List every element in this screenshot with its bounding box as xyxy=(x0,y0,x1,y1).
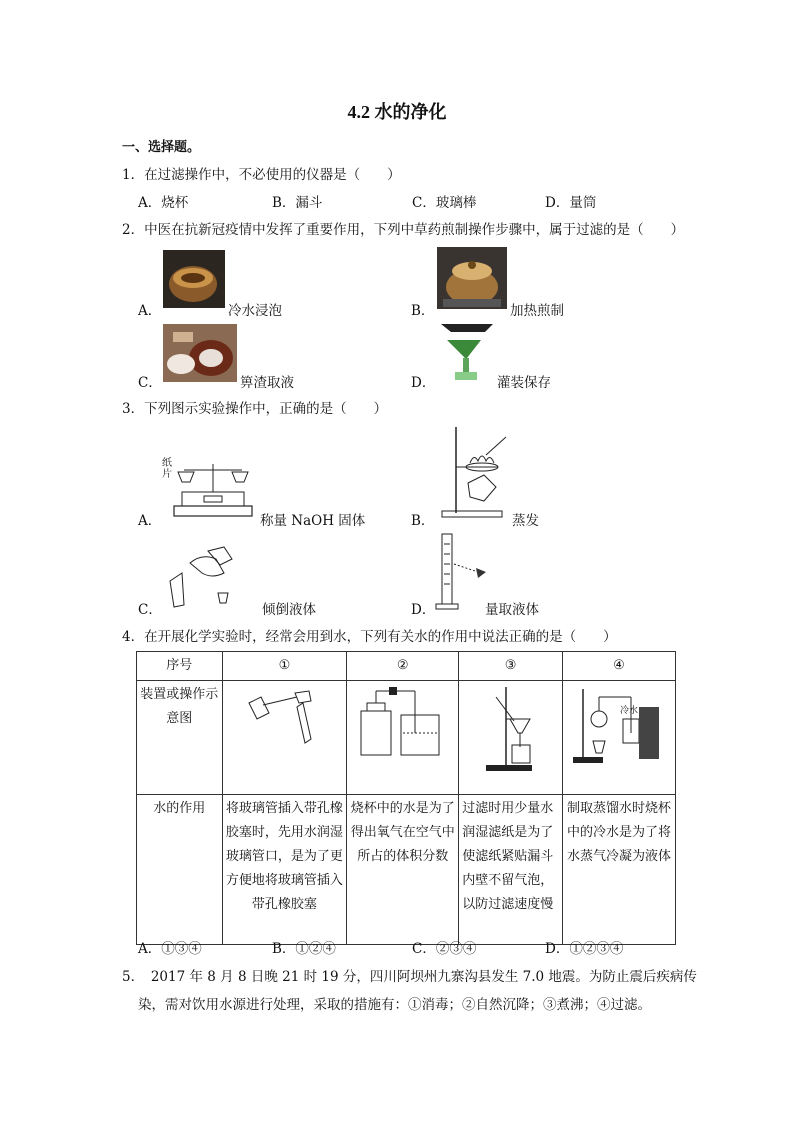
table-header-1: ① xyxy=(222,652,347,681)
heating-decoction-photo xyxy=(437,247,507,309)
q3-option-b-label[interactable]: B． xyxy=(411,513,435,529)
insert-glass-tube-diagram xyxy=(239,683,329,753)
question-2-stem: 2．中医在抗新冠疫情中发挥了重要作用，下列中草药煎制操作步骤中，属于过滤的是（ ） xyxy=(122,222,685,238)
q2-option-b-caption: 加热煎制 xyxy=(510,303,564,319)
table-row-function-label: 水的作用 xyxy=(137,795,223,945)
bottling-storage-photo xyxy=(437,322,497,384)
q4-option-d[interactable]: D．①②③④ xyxy=(545,941,624,957)
filtration-diagram xyxy=(476,683,546,775)
page-title: 4.2 水的净化 xyxy=(347,102,447,122)
q2-option-a-label[interactable]: A． xyxy=(138,303,162,319)
table-header-2: ② xyxy=(347,652,459,681)
q3-option-b-caption: 蒸发 xyxy=(512,513,539,529)
q1-option-b[interactable]: B．漏斗 xyxy=(272,195,323,211)
table-cell-diagram-3 xyxy=(459,681,563,795)
pouring-liquid-diagram xyxy=(162,543,238,611)
cold-water-label: 冷水 xyxy=(620,706,639,716)
q1-option-d[interactable]: D．量筒 xyxy=(545,195,597,211)
question-3-stem: 3．下列图示实验操作中，正确的是（ ） xyxy=(122,401,388,417)
q2-option-d-label[interactable]: D． xyxy=(411,375,436,391)
q1-option-c[interactable]: C．玻璃棒 xyxy=(412,195,477,211)
evaporation-diagram xyxy=(440,425,512,521)
q2-option-c-label[interactable]: C． xyxy=(138,375,162,391)
table-cell-diagram-4 xyxy=(563,681,676,795)
oxygen-volume-diagram xyxy=(353,683,453,763)
question-5-line-2: 染，需对饮用水源进行处理，采取的措施有：①消毒；②自然沉降；③煮沸；④过滤。 xyxy=(138,997,651,1013)
distillation-diagram xyxy=(569,683,669,767)
q2-option-b-label[interactable]: B． xyxy=(411,303,435,319)
q2-option-a-caption: 冷水浸泡 xyxy=(228,303,282,319)
table-cell-function-2: 烧杯中的水是为了得出氧气在空气中所占的体积分数 xyxy=(347,795,459,945)
question-4-stem: 4．在开展化学实验时，经常会用到水，下列有关水的作用中说法正确的是（ ） xyxy=(122,629,617,645)
soaking-herbs-photo xyxy=(163,250,225,308)
table-header-index: 序号 xyxy=(137,652,223,681)
q2-option-d-caption: 灌装保存 xyxy=(497,375,551,391)
q3-option-d-caption: 量取液体 xyxy=(485,602,539,618)
q3-option-d-label[interactable]: D． xyxy=(411,602,436,618)
question-5-line-1: 5． 2017 年 8 月 8 日晚 21 时 19 分，四川阿坝州九寨沟县发生 7.0 地震。为防止震后疾病传 xyxy=(122,969,697,985)
paper-sheet-label: 纸片 xyxy=(162,458,172,480)
q4-option-a[interactable]: A．①③④ xyxy=(138,941,202,957)
table-cell-diagram-2 xyxy=(347,681,459,795)
question-1-stem: 1．在过滤操作中，不必使用的仪器是（ ） xyxy=(122,167,401,183)
graduated-cylinder-diagram xyxy=(436,532,492,612)
q3-option-a-label[interactable]: A． xyxy=(138,513,162,529)
q1-option-a[interactable]: A．烧杯 xyxy=(138,195,189,211)
table-header-3: ③ xyxy=(459,652,563,681)
balance-scale-diagram xyxy=(160,456,256,520)
q4-option-c[interactable]: C．②③④ xyxy=(412,941,477,957)
section-heading: 一、选择题。 xyxy=(122,140,201,155)
q3-option-a-caption: 称量 NaOH 固体 xyxy=(260,513,366,529)
q2-option-c-caption: 箅渣取液 xyxy=(240,375,294,391)
table-header-4: ④ xyxy=(563,652,676,681)
table-cell-function-4: 制取蒸馏水时烧杯中的冷水是为了将水蒸气冷凝为液体 xyxy=(563,795,676,945)
straining-residue-photo xyxy=(163,324,237,382)
q3-option-c-label[interactable]: C． xyxy=(138,602,162,618)
q4-option-b[interactable]: B．①②④ xyxy=(272,941,336,957)
water-function-table xyxy=(136,651,676,945)
table-row-diagram-label: 装置或操作示意图 xyxy=(137,681,223,795)
table-cell-function-3: 过滤时用少量水润湿滤纸是为了使滤纸紧贴漏斗内壁不留气泡，以防过滤速度慢 xyxy=(459,795,563,945)
q3-option-c-caption: 倾倒液体 xyxy=(262,602,316,618)
table-cell-function-1: 将玻璃管插入带孔橡胶塞时，先用水润湿玻璃管口，是为了更方便地将玻璃管插入带孔橡胶塞 xyxy=(222,795,347,945)
table-cell-diagram-1 xyxy=(222,681,347,795)
